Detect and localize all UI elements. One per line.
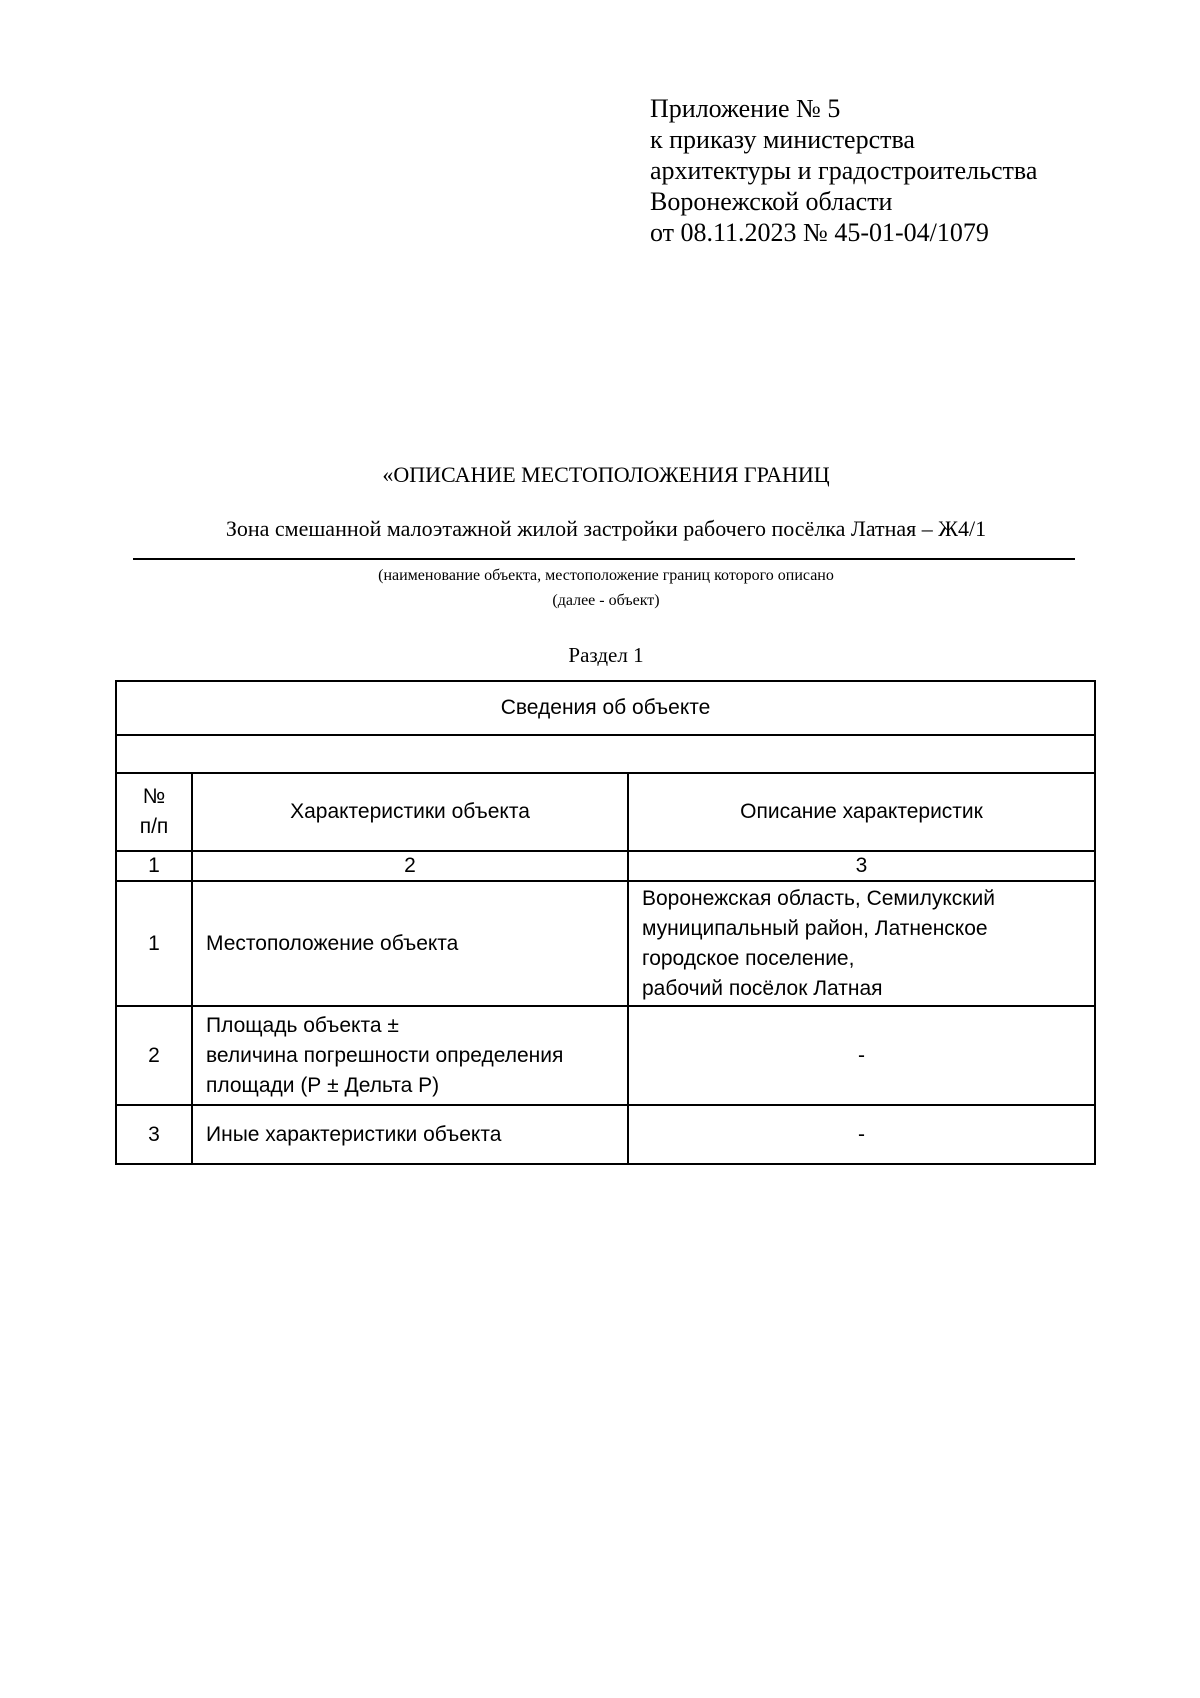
row-2-characteristic-line-2: величина погрешности определения — [206, 1043, 564, 1067]
table-row — [116, 1006, 1095, 1105]
row-2-characteristic — [192, 1006, 628, 1105]
appendix-line-4: Воронежской области — [650, 187, 893, 216]
row-3-description: - — [628, 1105, 1095, 1164]
object-name-underline — [133, 558, 1075, 560]
table-empty-cell — [116, 735, 1095, 773]
row-2-characteristic-line-3: площади (Р ± Дельта Р) — [206, 1073, 440, 1097]
section-heading: Раздел 1 — [568, 643, 644, 667]
row-1-description-line-3: городское поселение, — [642, 946, 855, 970]
row-3-characteristic-line-1: Иные характеристики объекта — [206, 1122, 502, 1146]
column-number-2: 2 — [192, 851, 628, 881]
header-num-cell — [116, 773, 192, 851]
object-name: Зона смешанной малоэтажной жилой застройки рабочего посёлка Латная – Ж4/1 — [225, 516, 987, 541]
header-characteristics: Характеристики объекта — [192, 773, 628, 851]
table-header-row — [116, 773, 1095, 851]
column-number-3: 3 — [628, 851, 1095, 881]
row-1-num: 1 — [116, 881, 192, 1006]
table-row — [116, 1105, 1095, 1164]
row-1-description — [628, 881, 1095, 1006]
header-description: Описание характеристик — [628, 773, 1095, 851]
appendix-line-3: архитектуры и градостроительства — [650, 156, 1038, 185]
row-1-characteristic — [192, 881, 628, 1006]
caption-line-1: (наименование объекта, местоположение границ которого описано — [378, 567, 834, 584]
row-1-characteristic-line-1: Местоположение объекта — [206, 931, 459, 955]
row-2-num: 2 — [116, 1006, 192, 1105]
caption-line-2: (далее - объект) — [552, 592, 660, 609]
header-num-line-1: № — [142, 785, 166, 808]
header-num-line-2: п/п — [139, 815, 169, 838]
object-name-caption — [0, 563, 1200, 613]
table-empty-row — [116, 735, 1095, 773]
row-1-description-line-4: рабочий посёлок Латная — [642, 976, 883, 1000]
object-info-table — [115, 680, 1096, 1165]
row-3-num: 3 — [116, 1105, 192, 1164]
table-title: Сведения об объекте — [116, 681, 1095, 735]
appendix-line-1: Приложение № 5 — [650, 94, 841, 123]
appendix-line-5: от 08.11.2023 № 45-01-04/1079 — [650, 218, 989, 247]
row-2-characteristic-line-1: Площадь объекта ± — [206, 1013, 399, 1037]
appendix-line-2: к приказу министерства — [650, 125, 915, 154]
row-2-description: - — [628, 1006, 1095, 1105]
table-title-row — [116, 681, 1095, 735]
row-1-description-line-1: Воронежская область, Семилукский — [642, 886, 995, 910]
column-numbers-row — [116, 851, 1095, 881]
row-1-description-line-2: муниципальный район, Латненское — [642, 916, 988, 940]
row-3-characteristic — [192, 1105, 628, 1164]
document-title: «ОПИСАНИЕ МЕСТОПОЛОЖЕНИЯ ГРАНИЦ — [382, 462, 830, 487]
column-number-1: 1 — [116, 851, 192, 881]
appendix-block — [650, 93, 1037, 248]
table-row — [116, 881, 1095, 1006]
